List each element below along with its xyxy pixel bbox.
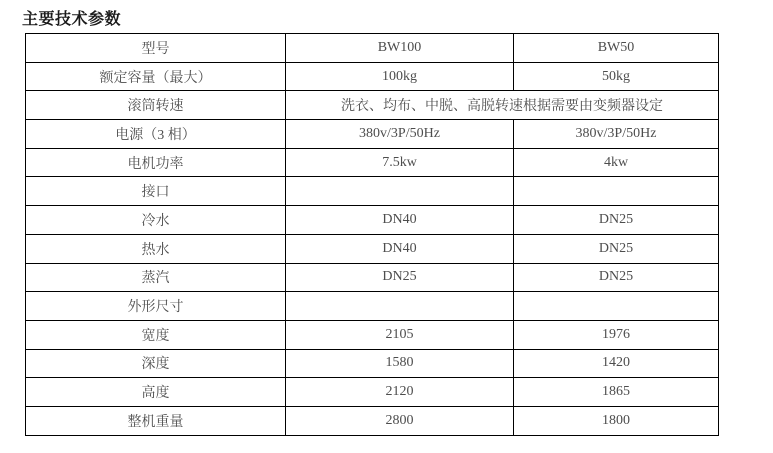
bw50-value-cell: 1420: [514, 349, 719, 378]
table-row-drum-speed: [26, 91, 719, 120]
table-row-steam: [26, 263, 719, 292]
bw100-value-cell: [286, 177, 514, 206]
table-row-hot-water: [26, 234, 719, 263]
table-row-dimensions: [26, 292, 719, 321]
param-label-cell: 外形尺寸: [26, 292, 286, 321]
bw50-value-cell: 4kw: [514, 148, 719, 177]
table-row-height: [26, 378, 719, 407]
bw100-value-cell: DN40: [286, 206, 514, 235]
bw50-value-cell: DN25: [514, 263, 719, 292]
table-row-rated-capacity: [26, 62, 719, 91]
bw50-value-cell: 1865: [514, 378, 719, 407]
bw50-value-cell: 1976: [514, 320, 719, 349]
param-label-cell: 电机功率: [26, 148, 286, 177]
bw50-value-cell: 1800: [514, 406, 719, 435]
bw100-value-cell: 7.5kw: [286, 148, 514, 177]
param-label-cell: 额定容量（最大）: [26, 62, 286, 91]
table-row-cold-water: [26, 206, 719, 235]
bw100-value-cell: BW100: [286, 34, 514, 63]
specs-table: [25, 33, 719, 436]
bw100-value-cell: 2120: [286, 378, 514, 407]
table-row-model: [26, 34, 719, 63]
param-label-cell: 深度: [26, 349, 286, 378]
bw50-value-cell: DN25: [514, 234, 719, 263]
bw100-value-cell: DN25: [286, 263, 514, 292]
bw50-value-cell: [514, 177, 719, 206]
bw100-value-cell: [286, 292, 514, 321]
table-row-width: [26, 320, 719, 349]
bw100-value-cell: 1580: [286, 349, 514, 378]
table-row-depth: [26, 349, 719, 378]
bw50-value-cell: BW50: [514, 34, 719, 63]
param-label-cell: 蒸汽: [26, 263, 286, 292]
param-label-cell: 宽度: [26, 320, 286, 349]
bw50-value-cell: DN25: [514, 206, 719, 235]
page-title: 主要技术参数: [22, 11, 122, 28]
bw100-value-cell: 380v/3P/50Hz: [286, 120, 514, 149]
bw50-value-cell: [514, 292, 719, 321]
table-row-interface: [26, 177, 719, 206]
param-label-cell: 热水: [26, 234, 286, 263]
param-label-cell: 型号: [26, 34, 286, 63]
table-row-motor-power: [26, 148, 719, 177]
table-row-power-supply: [26, 120, 719, 149]
param-label-cell: 高度: [26, 378, 286, 407]
bw100-value-cell: DN40: [286, 234, 514, 263]
bw50-value-cell: 50kg: [514, 62, 719, 91]
param-label-cell: 整机重量: [26, 406, 286, 435]
merged-value-cell: 洗衣、均布、中脱、高脱转速根据需要由变频器设定: [286, 91, 719, 120]
param-label-cell: 滚筒转速: [26, 91, 286, 120]
param-label-cell: 电源（3 相）: [26, 120, 286, 149]
param-label-cell: 接口: [26, 177, 286, 206]
bw100-value-cell: 100kg: [286, 62, 514, 91]
bw100-value-cell: 2105: [286, 320, 514, 349]
param-label-cell: 冷水: [26, 206, 286, 235]
bw100-value-cell: 2800: [286, 406, 514, 435]
table-row-total-weight: [26, 406, 719, 435]
bw50-value-cell: 380v/3P/50Hz: [514, 120, 719, 149]
